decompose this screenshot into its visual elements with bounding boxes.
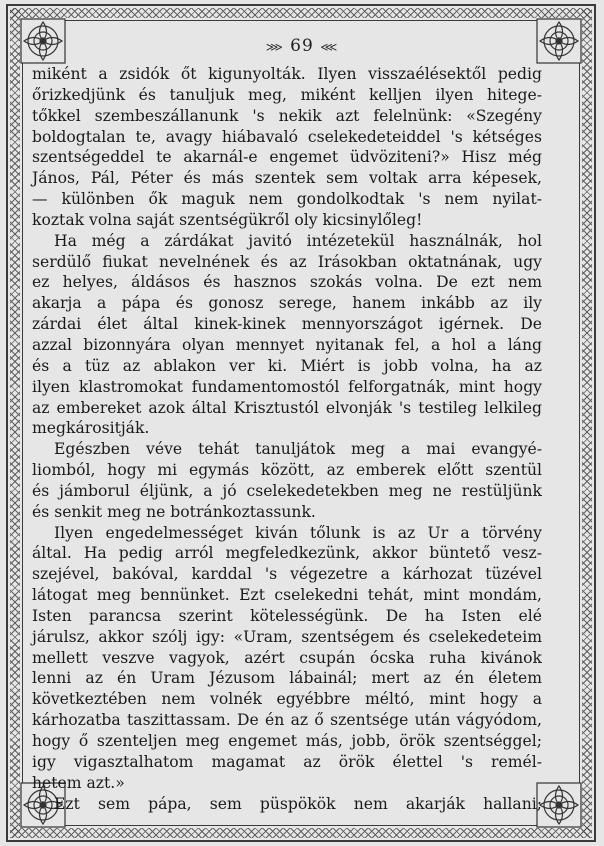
text-line: liomból, hogy mi egymás között, az emberek előtt szentül (32, 461, 542, 480)
text-line: Egészben véve tehát tanuljátok meg a mai evangyé- (54, 440, 542, 459)
ornamental-band-right (582, 8, 592, 838)
body-text (32, 64, 542, 814)
ornamental-band-left (10, 8, 20, 838)
text-line: és a tüz az ablakon ver ki. Miért is jobb volna, ha az (32, 356, 542, 375)
text-line: koztak volna saját szentségükről oly kicsinylőleg! (32, 210, 423, 229)
text-line: Ezt sem pápa, sem püspökök nem akarják hallani; (54, 794, 542, 813)
text-line: igy vigasztalhatom magamat az örök élettel 's remél- (32, 752, 542, 771)
text-line: tőkkel szembeszállanunk 's nekik azt felelnünk: «Szegény (32, 106, 542, 125)
text-line: János, Pál, Péter és más szentek sem voltak arra képesek, (32, 169, 542, 188)
text-line: akarja a pápa és gonosz serege, hanem inkább az ily (32, 294, 542, 313)
text-line: szentségeddel te akarnál-e engemet üdvöziteni?» Hisz még (32, 148, 542, 167)
text-line: járulsz, akkor szólj igy: «Uram, szentségem és cselekedeteim (32, 627, 542, 646)
text-line: és jámborul éljünk, a jó cselekedetekben meg ne restüljünk (32, 481, 542, 500)
text-line: hetem azt.» (32, 773, 125, 792)
page-number-ornament-right: ⋘ (320, 40, 339, 54)
text-line: boldogtalan te, avagy hiábavaló cselekedeteiddel 's kétséges (32, 127, 542, 146)
text-line: serdülő fiukat nevelnének és az Irásokban oktatnának, ugy (32, 252, 542, 271)
text-line: hogy ő szenteljen meg engemet más, jobb, örök szentséggel; (32, 732, 542, 750)
text-line: lenni az én Uram Jézusom lábainál; mert az én életem (32, 669, 542, 688)
text-line: zárdai élet által kinek-kinek mennyországot igérnek. De (32, 315, 542, 334)
page-number-value: 69 (290, 36, 314, 56)
ornamental-band-top (10, 8, 592, 18)
page-number-ornament-left: ⋙ (265, 40, 284, 54)
ornamental-band-bottom (10, 828, 592, 838)
text-line: mellett veszve vagyok, azért csupán ócska ruha kivánok (32, 648, 542, 667)
text-line: ilyen klastromokat fundamentomostól felforgatnák, mint hogy (32, 377, 542, 396)
text-line: következtében nem volnék egyébbre méltó, mint hogy a (32, 690, 542, 709)
text-line: az embereket azok által Krisztustól elvonják 's testileg lelkileg (32, 398, 542, 417)
text-line: Isten parancsa szerint kötelességünk. De ha Isten elé (32, 606, 542, 625)
text-line: Ha még a zárdákat javitó intézetekül használnák, hol (54, 231, 542, 250)
text-line: látogat meg bennünket. Ezt cselekedni tehát, mint mondám, (32, 586, 542, 605)
text-line: kárhozatba taszittassam. De én az ő szentsége után vágyódom, (32, 711, 542, 730)
text-line: és senkit meg ne botránkoztassunk. (32, 502, 316, 521)
text-line: azzal bizonnyára olyan mennyet nyitanak fel, a hol a láng (32, 335, 542, 354)
page-number (0, 36, 604, 56)
text-line: megkárositják. (32, 419, 150, 438)
text-line: — különben ők maguk nem gondolkodtak 's nem nyilat- (32, 190, 542, 209)
text-line: szejével, bakóval, karddal 's végezetre a kárhozat tüzével (32, 565, 542, 584)
text-line: által. Ha pedig arról megfeledkezünk, akkor büntető vesz- (32, 544, 542, 563)
text-line: Ilyen engedelmességet kiván tőlunk is az Ur a törvény (54, 523, 542, 542)
text-line: őrizkedjünk és tanuljuk meg, miként kelljen ilyen hitege- (32, 85, 542, 104)
corner-ornament-icon (536, 782, 582, 828)
text-line: ez helyes, áldásos és hasznos szokás volna. De ezt nem (32, 273, 542, 292)
text-line: miként a zsidók őt kigunyolták. Ilyen visszaélésektől pedig (32, 65, 542, 83)
